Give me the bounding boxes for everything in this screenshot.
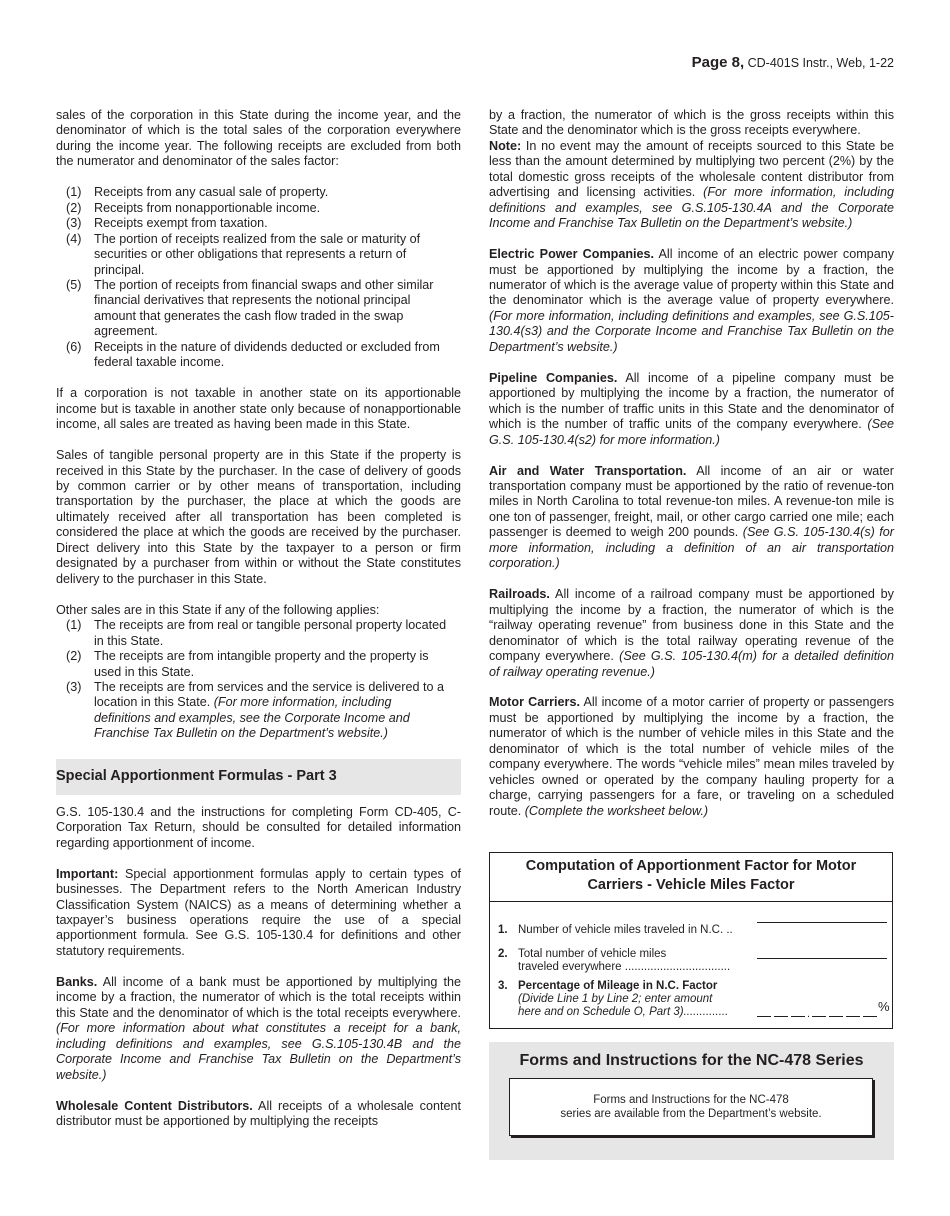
list-item: (6) Receipts in the nature of dividends deducted or excluded from federal taxable income. xyxy=(66,339,440,370)
railroads-paragraph: Railroads. All income of a railroad company must be apportioned by multiplying the income by a fraction, the numerator of which is the “railway operating revenue” from business done in this State and the denominator of which is the total railway operating revenue of the company everywhere. (See G.S. 105-130.4(m) for a detailed definition of railway operating revenue.) xyxy=(489,587,894,679)
list-item: (3) The receipts are from services and the service is delivered to a location in this State. (For more information, including definitions and examples, see the Corporate Income and Franchise Tax Bulletin on the Department’s website.) xyxy=(66,679,444,741)
intro-paragraph: sales of the corporation in this State during the income year, and the denominator of which is the total sales of the corporation everywhere during the income year. The following receipts are excluded from both the numerator and denominator of the sales factor: xyxy=(56,108,461,169)
forms-panel xyxy=(489,1042,894,1160)
air-water-paragraph: Air and Water Transportation. All income of an air or water transportation company must be apportioned by the ratio of revenue-ton miles in North Carolina to total revenue-ton miles. A revenue-ton mile is one ton of passenger, freight, mail, or other cargo carried one mile; each passenger is deemed to weigh 200 pounds. (See G.S. 105-130.4(s) for more information, including a definition of an air transportation corporation.) xyxy=(489,463,894,571)
document-id: CD-401S Instr., Web, 1-22 xyxy=(747,56,894,70)
right-column xyxy=(489,108,894,819)
list-item: (1) Receipts from any casual sale of property. xyxy=(66,185,329,200)
wholesale-paragraph: Wholesale Content Distributors. All receipts of a wholesale content distributor must be apportioned by multiplying the receipts xyxy=(56,1098,461,1128)
line-1-input[interactable] xyxy=(757,922,887,923)
electric-paragraph: Electric Power Companies. All income of an electric power company must be apportioned by multiplying the income by a fraction, the numerator of which is the average value of property within this State and the denominator which is the average value of property everywhere. (For more information, including definitions and examples, see G.S.105-130.4(s3) and the Corporate Income and Franchise Tax Bulletin on the Department’s website.) xyxy=(489,247,894,354)
motor-carriers-paragraph: Motor Carriers. All income of a motor carrier of property or passengers must be apportioned by multiplying the income by a fraction, the numerator of which is the number of vehicle miles in this State and the denominator of which is the total number of vehicle miles of the company everywhere. The words “vehicle miles” mean miles traveled by vehicles owned or operated by the company hauling property for a charge, carrying passengers for a fare, or traveling on a scheduled route. (Complete the worksheet below.) xyxy=(489,695,894,818)
wholesale-continued: by a fraction, the numerator of which is the gross receipts within this State and the denominator which is the gross receipts everywhere. xyxy=(489,108,894,138)
section-title: Special Apportionment Formulas - Part 3 xyxy=(56,768,337,785)
important-paragraph: Important: Special apportionment formulas apply to certain types of businesses. The Department refers to the North American Industry Classification System (NAICS) as a means of determining whether a taxpayer’s business operations require the use of a special apportionment formula. See G.S. 105-130.4 for definitions and other statutory requirements. xyxy=(56,866,461,958)
list-item: (2) Receipts from nonapportionable income. xyxy=(66,200,321,215)
gs-paragraph: G.S. 105-130.4 and the instructions for completing Form CD-405, C-Corporation Tax Return, should be consulted for detailed information regarding apportionment of income. xyxy=(56,804,461,850)
percent-sign: % xyxy=(878,999,890,1014)
forms-panel-title: Forms and Instructions for the NC-478 Series xyxy=(519,1052,864,1069)
line-2-input[interactable] xyxy=(757,958,887,959)
worksheet-box: Computation of Apportionment Factor for Motor Carriers - Vehicle Miles Factor 1. Number of vehicle miles traveled in N.C. .. 2. Total number of vehicle miles traveled everywhere ................................. 3. Percentage of Mileage in N.C. Factor (Divide Line 1 by Line 2; enter amount here and on Schedule O, Part 3).............. . % xyxy=(489,852,893,1029)
forms-info-box: Forms and Instructions for the NC-478 series are available from the Department’s website. xyxy=(509,1078,873,1136)
list-item: (5) The portion of receipts from financial swaps and other similar financial derivatives that represents the notional principal amount that generates the cash flow traded in the swap agreement. xyxy=(66,278,434,339)
banks-paragraph: Banks. All income of a bank must be apportioned by multiplying the income by a fraction, the numerator of which is the total receipts within this State and the denominator of which is the total receipts everywhere. (For more information about what constitutes a receipt for a bank, including definitions and examples, see G.S.105-130.4B and the Corporate Income and Franchise Tax Bulletin on the Department’s website.) xyxy=(56,974,461,1082)
pipeline-paragraph: Pipeline Companies. All income of a pipeline company must be apportioned by multiplying the income by a fraction, the numerator of which is the number of traffic units in this State and the denominator of which is the number of traffic units of the company everywhere. (See G.S. 105-130.4(s2) for more information.) xyxy=(489,370,894,447)
left-column xyxy=(56,108,461,1129)
line-3-percent-input[interactable]: . xyxy=(757,1006,877,1018)
section-header xyxy=(56,759,461,795)
worksheet-title: Computation of Apportionment Factor for Motor Carriers - Vehicle Miles Factor xyxy=(490,853,892,902)
list-item: (4) The portion of receipts realized from the sale or maturity of securities or other obligations that represents a return of principal. xyxy=(66,231,421,277)
page-header xyxy=(692,54,894,71)
note-paragraph: Note: In no event may the amount of receipts sourced to this State be less than the amount determined by multiplying two percent (2%) by the total domestic gross receipts of the wholesale content distributor from advertising and licensing activities. (For more information, including definitions and examples, see G.S.105-130.4A and the Corporate Income and Franchise Tax Bulletin on the Department’s website.) xyxy=(489,138,895,231)
page-number: Page 8, xyxy=(691,54,745,71)
excluded-receipts-list xyxy=(56,185,461,370)
tangible-property-paragraph: Sales of tangible personal property are in this State if the property is received in this State by the purchaser. In the case of delivery of goods by common carrier or by other means of transportation, including transportation by the purchaser, the place at which the goods are ultimately received after all transportation has been completed is considered the place at which the goods are received by the purchaser. Direct delivery into this State by the taxpayer to a person or firm designated by a purchaser from within or without the State constitutes delivery to the purchaser in this State. xyxy=(56,448,461,586)
other-sales-intro: Other sales are in this State if any of the following applies: xyxy=(56,602,380,617)
not-taxable-paragraph: If a corporation is not taxable in another state on its apportionable income but is taxable in another state only because of nonapportionable income, all sales are treated as having been made in this State. xyxy=(56,386,461,432)
list-item: (2) The receipts are from intangible property and the property is used in this State. xyxy=(66,649,429,679)
list-item: (1) The receipts are from real or tangible personal property located in this State. xyxy=(66,618,447,648)
list-item: (3) Receipts exempt from taxation. xyxy=(66,216,268,231)
other-sales-list xyxy=(56,618,461,742)
